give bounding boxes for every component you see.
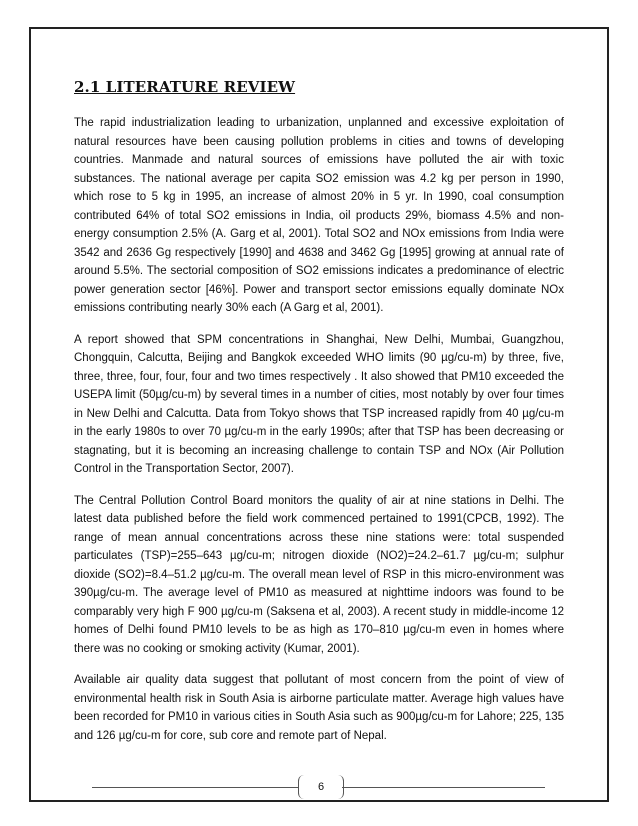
- document-body: [74, 78, 564, 758]
- paragraph-spm-report: A report showed that SPM concentrations in Shanghai, New Delhi, Mumbai, Guangzhou, Chongquin, Calcutta, Beijing and Bangkok exceeded WHO limits (90 µg/cu-m) by three, five, three, three, four, four, four and two times respectively . It also showed that PM10 exceeded the USEPA limit (50µg/cu-m) by several times in a number of cities, most notably by over four times in New Delhi and Calcutta. Data from Tokyo shows that TSP increased rapidly from 40 µg/cu-m in the early 1980s to over 70 µg/cu-m in the early 1990s; after that TSP has been decreasing or stagnating, but it is becoming an increasing challenge to contain TSP and NOx (Air Pollution Control in the Transportation Sector, 2007).: [74, 333, 564, 475]
- paragraph-emissions-india: The rapid industrialization leading to urbanization, unplanned and excessive exploitation of natural resources have been causing pollution problems in cities and towns of developing countries. Manmade and natural sources of emissions have polluted the air with toxic substances. The national average per capita SO2 emission was 4.2 kg per person in 1990, which rose to 5 kg in 1995, an increase of almost 20% in 5 yr. In 1990, coal consumption contributed 64% of total SO2 emissions in India, oil products 29%, biomass 4.5% and non-energy consumption 2.5% (A. Garg et al, 2001). Total SO2 and NOx emissions from India were 3542 and 2636 Gg respectively [1990] and 4638 and 3462 Gg [1995] growing at annual rate of around 5.5%. The sectorial composition of SO2 emissions indicates a predominance of electric power generation sector [46%]. Power and transport sector emissions equally dominate NOx emissions contributing nearly 30% each (A Garg et al, 2001).: [74, 117, 564, 314]
- page-number: 6: [298, 775, 344, 799]
- footer-rule-right: [342, 787, 545, 788]
- footer-rule-left: [92, 787, 298, 788]
- paragraph-south-asia: Available air quality data suggest that pollutant of most concern from the point of view of environmental health risk in South Asia is airborne particulate matter. Average high values have been recorded for PM10 in various cities in South Asia such as 900µg/cu-m for Lahore; 225, 135 and 126 µg/cu-m for core, sub core and remote part of Nepal.: [74, 674, 564, 742]
- section-heading: 2.1 LITERATURE REVIEW: [74, 78, 296, 96]
- paragraph-cpcb-delhi: The Central Pollution Control Board monitors the quality of air at nine stations in Delhi. The latest data published before the field work commenced pertained to 1991(CPCB, 1992). The range of mean annual concentrations across these nine stations were: total suspended particulates (TSP)=255–643 µg/cu-m; nitrogen dioxide (NO2)=24.2–61.7 µg/cu-m; sulphur dioxide (SO2)=8.4–51.2 µg/cu-m. The overall mean level of RSP in this micro-environment was 390µg/cu-m. The average level of PM10 as measured at nighttime indoors was found to be comparably very high F 900 µg/cu-m (Saksena et al, 2003). A recent study in middle-income 12 homes of Delhi found PM10 levels to be as high as 170–810 µg/cu-m even in homes where there was no cooking or smoking activity (Kumar, 2001).: [74, 494, 564, 655]
